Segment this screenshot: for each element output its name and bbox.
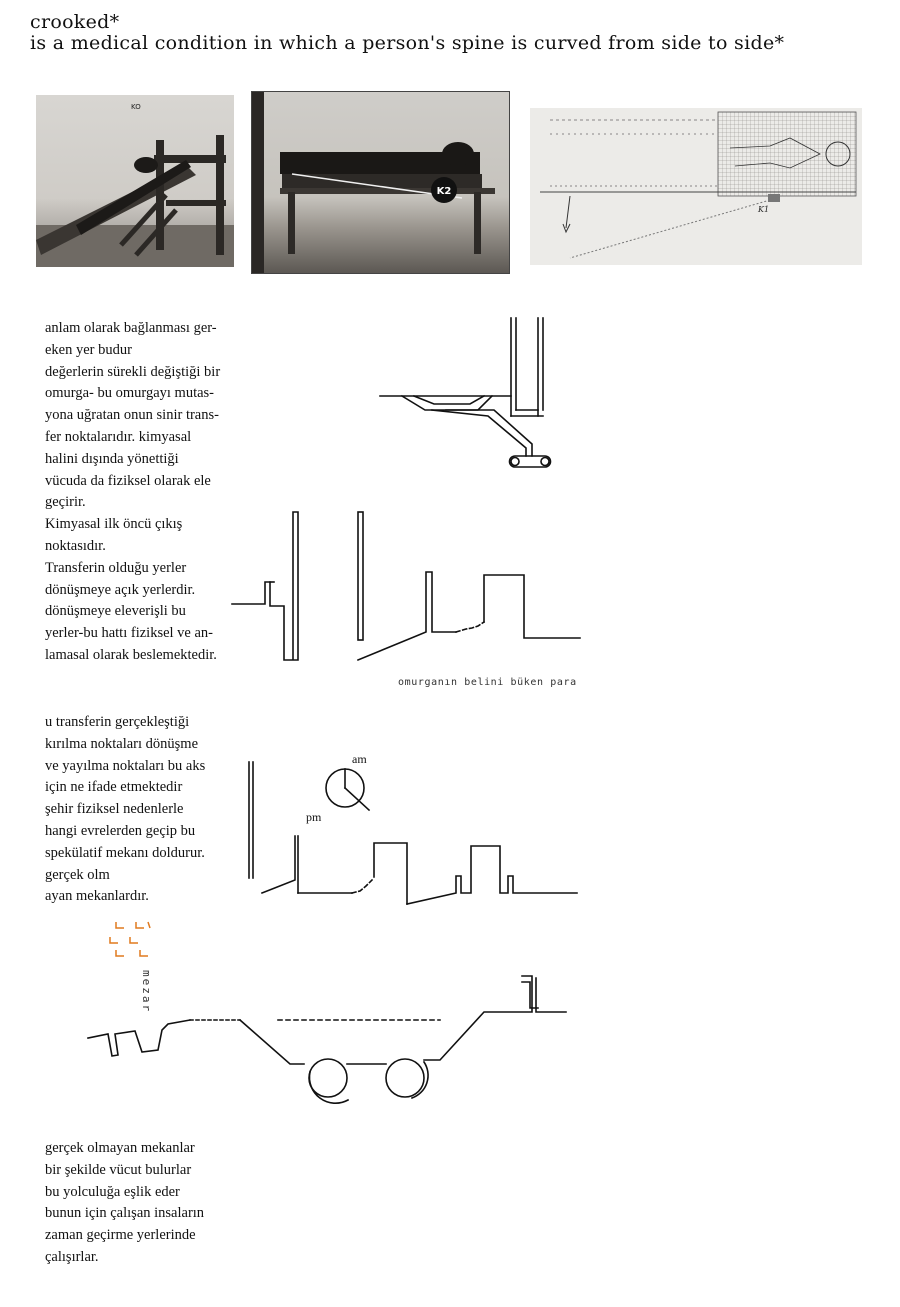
drawing-nerve-bracket <box>380 318 551 467</box>
drawing-clock-skyline <box>249 762 577 904</box>
caption-grave: mezar <box>140 970 153 1014</box>
caption-pm: pm <box>306 810 322 824</box>
paragraph-nerve-transfer: anlam olarak bağlanması ger- eken yer budur değerlerin sürekli değiştiği bir omurga- bu omurgayı mutas- yona uğratan onun sinir trans- fer noktalarıdır. kimyasal halini dışında yönettiği vücuda da fiziksel olarak ele geçirir. Kimyasal ilk öncü çıkış noktasıdır. Transferin olduğu yerler dönüşmeye açık yerlerdir. dönüşmeye eleverişli bu yerler-bu hattı fiziksel ve an- lamasal olarak beslemektedir. <box>45 320 221 663</box>
photo3-label: K1 <box>758 205 770 214</box>
photo1-label: KO <box>131 103 141 111</box>
title-line-2: is a medical condition in which a person's spine is curved from side to side* <box>30 32 785 54</box>
paragraph-unreal-spaces: gerçek olmayan mekanlar bir şekilde vücut bulurlar bu yolculuğa eşlik eder bunun için çalışan insaların zaman geçirme yerlerinde çalışırlar. <box>45 1140 205 1265</box>
caption-spine-bend: omurganın belini büken para <box>398 677 577 688</box>
drawing-grave-section <box>88 976 566 1103</box>
caption-am: am <box>352 752 367 766</box>
photo2-label: K2 <box>436 186 452 197</box>
drawing-spine-bend <box>232 512 580 660</box>
paragraph-breaking-points: u transferin gerçekleştiği kırılma noktaları dönüşme ve yayılma noktaları bu aks için ne ifade etmektedir şehir fiziksel nedenlerle hangi evrelerden geçip bu spekülatif mekanı doldurur. gerçek olm ayan mekanlardır. <box>45 714 206 905</box>
orange-bracket-marks <box>110 922 150 956</box>
title-line-1: crooked* <box>30 11 120 33</box>
